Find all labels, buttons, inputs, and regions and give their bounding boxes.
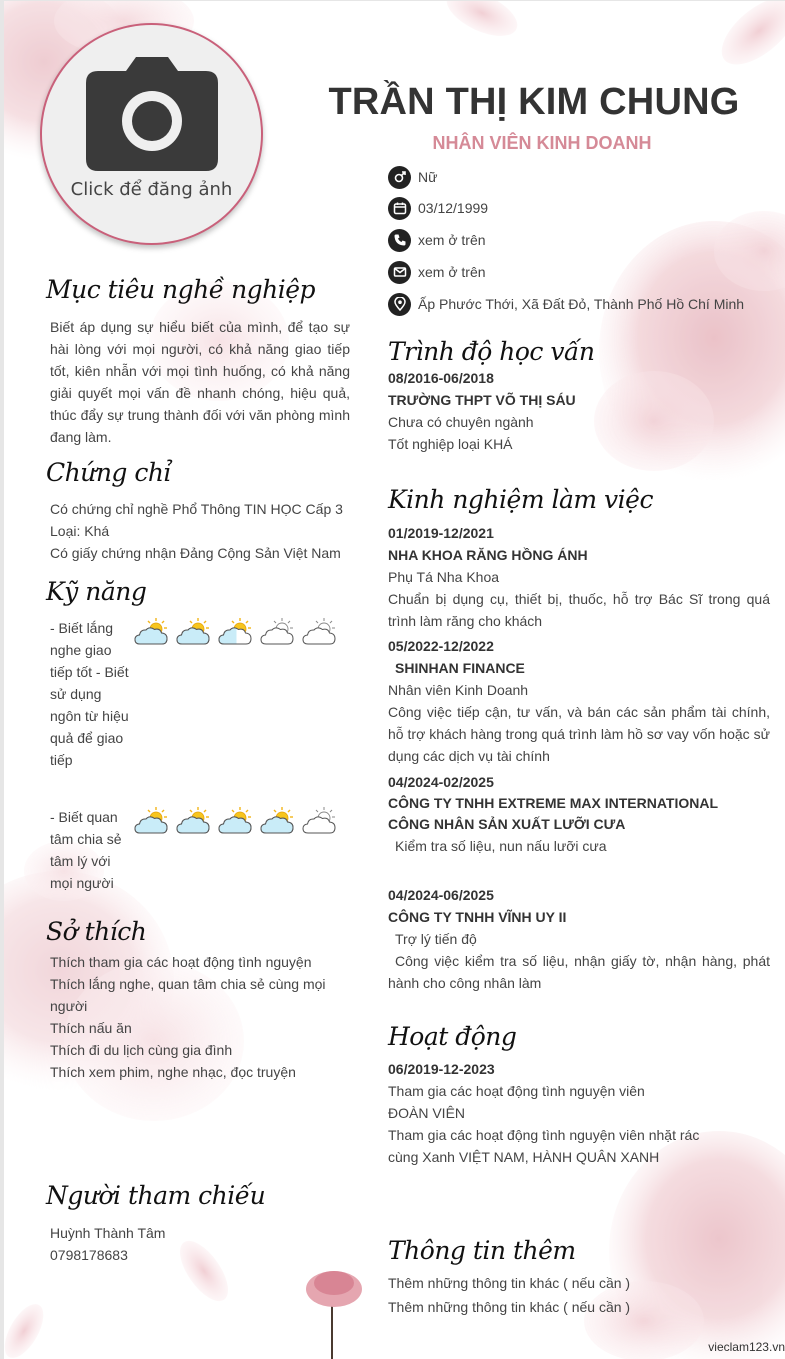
sunny-rating-icon bbox=[176, 617, 213, 647]
calendar-icon bbox=[388, 197, 411, 220]
skill-rating bbox=[134, 806, 344, 894]
certificates-list bbox=[50, 498, 360, 564]
objective-text: Biết áp dụng sự hiểu biết của mình, để tạo sự hài lòng với mọi người, có khả năng giao tiếp tốt, kiên nhẫn với mọi tình huống, có khả năng giải quyết mọi vấn đề nhanh chóng, hiệu quả, thúc đẩy sự trung thành đối với văn phòng mình đang làm. bbox=[50, 319, 350, 445]
phone-icon bbox=[388, 229, 411, 252]
job-company: NHA KHOA RĂNG HỒNG ÁNH bbox=[388, 547, 588, 563]
avatar-upload[interactable] bbox=[40, 23, 263, 245]
experience-heading: Kinh nghiệm làm việc bbox=[388, 485, 653, 514]
skill-item bbox=[50, 806, 344, 894]
certificate-line: Có chứng chỉ nghề Phổ Thông TIN HỌC Cấp 3 bbox=[50, 501, 343, 517]
skill-rating bbox=[134, 617, 344, 771]
job-company: CÔNG TY TNHH EXTREME MAX INTERNATIONAL bbox=[388, 795, 719, 811]
activity-line: Tham gia các hoạt động tình nguyện viên bbox=[388, 1083, 645, 1099]
skill-label: - Biết lắng nghe giao tiếp tốt - Biết sử dụng ngôn từ hiệu quả để giao tiếp bbox=[50, 620, 129, 768]
footer-brand: vieclam123.vn bbox=[708, 1340, 785, 1354]
hobby-line: Thích lắng nghe, quan tâm chia sẻ cùng mọi người bbox=[50, 976, 326, 1014]
job-company: CÔNG TY TNHH VĨNH UY II bbox=[388, 909, 567, 925]
cloud-rating-icon bbox=[260, 617, 297, 647]
gender-icon bbox=[388, 166, 411, 189]
hobby-line: Thích tham gia các hoạt động tình nguyện bbox=[50, 954, 312, 970]
hobby-line: Thích xem phim, nghe nhạc, đọc truyện bbox=[50, 1064, 296, 1080]
candidate-position: NHÂN VIÊN KINH DOANH bbox=[432, 133, 652, 153]
hobby-line: Thích đi du lịch cùng gia đình bbox=[50, 1042, 233, 1058]
camera-icon bbox=[86, 57, 218, 171]
hobby-line: Thích nấu ăn bbox=[50, 1020, 132, 1036]
mail-icon bbox=[388, 261, 411, 284]
cloud-rating-icon bbox=[302, 617, 339, 647]
contact-dob bbox=[388, 196, 488, 220]
job-role: Trợ lý tiến độ bbox=[395, 931, 477, 947]
references-block bbox=[50, 1222, 165, 1266]
activity-line: ĐOÀN VIÊN bbox=[388, 1105, 466, 1121]
candidate-name: TRẦN THỊ KIM CHUNG bbox=[328, 81, 740, 123]
job-description: Công việc tiếp cận, tư vấn, và bán các sản phẩm tài chính, hỗ trợ khách hàng trong quá trình làm hồ sơ vay vốn hoặc sử dụng các dịch vụ tài chính bbox=[388, 704, 770, 764]
job-item bbox=[388, 771, 770, 857]
location-pin-icon bbox=[388, 293, 411, 316]
job-company: SHINHAN FINANCE bbox=[395, 660, 525, 676]
sunny-rating-icon bbox=[260, 806, 297, 836]
hobbies-heading: Sở thích bbox=[46, 917, 147, 946]
education-school: TRƯỜNG THPT VÕ THỊ SÁU bbox=[388, 392, 576, 408]
education-period: 08/2016-06/2018 bbox=[388, 370, 494, 386]
avatar-upload-label: Click để đăng ảnh bbox=[70, 179, 233, 200]
gender-value: Nữ bbox=[418, 169, 438, 185]
job-period: 05/2022-12/2022 bbox=[388, 638, 494, 654]
contact-phone bbox=[388, 228, 486, 252]
job-description: Chuẩn bị dụng cụ, thiết bị, thuốc, hỗ trợ Bác Sĩ trong quá trình làm răng cho khách bbox=[388, 591, 770, 629]
extra-heading: Thông tin thêm bbox=[388, 1236, 576, 1265]
skill-label: - Biết quan tâm chia sẻ tâm lý với mọi người bbox=[50, 809, 122, 891]
reference-phone: 0798178683 bbox=[50, 1247, 128, 1263]
job-item bbox=[388, 522, 770, 632]
job-item bbox=[388, 635, 770, 767]
activity-line: cùng Xanh VIỆT NAM, HÀNH QUÂN XANH bbox=[388, 1149, 660, 1165]
skill-item bbox=[50, 617, 344, 771]
references-heading: Người tham chiếu bbox=[46, 1181, 266, 1210]
job-role: Phụ Tá Nha Khoa bbox=[388, 569, 500, 585]
job-description: Kiểm tra số liệu, nun nấu lưỡi cưa bbox=[395, 838, 607, 854]
skills-heading: Kỹ năng bbox=[46, 577, 147, 606]
contact-email bbox=[388, 260, 486, 284]
activity-line: Tham gia các hoạt động tình nguyện viên nhặt rác bbox=[388, 1127, 700, 1143]
job-role: CÔNG NHÂN SẢN XUẤT LƯỠI CƯA bbox=[388, 816, 626, 832]
extra-line: Thêm những thông tin khác ( nếu cần ) bbox=[388, 1299, 631, 1315]
sunny-rating-icon bbox=[218, 806, 255, 836]
sunny-rating-icon bbox=[218, 617, 255, 647]
activities-block bbox=[388, 1058, 770, 1168]
activities-heading: Hoạt động bbox=[388, 1022, 517, 1051]
contact-gender bbox=[388, 165, 437, 189]
job-period: 04/2024-06/2025 bbox=[388, 887, 494, 903]
dob-value: 03/12/1999 bbox=[418, 200, 489, 216]
hobbies-list bbox=[50, 951, 350, 1083]
objective-heading: Mục tiêu nghề nghiệp bbox=[46, 275, 316, 304]
education-block bbox=[388, 367, 770, 455]
certificate-line: Loại: Khá bbox=[50, 523, 110, 539]
job-item bbox=[388, 884, 770, 994]
education-result: Tốt nghiệp loại KHÁ bbox=[388, 436, 513, 452]
phone-value: xem ở trên bbox=[418, 232, 486, 248]
education-heading: Trình độ học vấn bbox=[388, 337, 595, 366]
certificate-line: Có giấy chứng nhận Đảng Cộng Sản Việt Nam bbox=[50, 545, 341, 561]
address-value: Ấp Phước Thới, Xã Đất Đỏ, Thành Phố Hồ Chí Minh bbox=[418, 296, 745, 312]
reference-name: Huỳnh Thành Tâm bbox=[50, 1225, 166, 1241]
sunny-rating-icon bbox=[134, 806, 171, 836]
sunny-rating-icon bbox=[134, 617, 171, 647]
contact-address bbox=[388, 292, 744, 316]
job-description: Công việc kiểm tra số liệu, nhận giấy tờ, nhận hàng, phát hành cho công nhân làm bbox=[388, 953, 770, 991]
extra-line: Thêm những thông tin khác ( nếu cần ) bbox=[388, 1275, 631, 1291]
email-value: xem ở trên bbox=[418, 264, 486, 280]
extra-block bbox=[388, 1271, 770, 1319]
job-role: Nhân viên Kinh Doanh bbox=[388, 682, 529, 698]
education-major: Chưa có chuyên ngành bbox=[388, 414, 534, 430]
sunny-rating-icon bbox=[176, 806, 213, 836]
job-period: 04/2024-02/2025 bbox=[388, 774, 494, 790]
certificates-heading: Chứng chỉ bbox=[46, 458, 171, 487]
activity-period: 06/2019-12-2023 bbox=[388, 1061, 495, 1077]
cloud-rating-icon bbox=[302, 806, 339, 836]
job-period: 01/2019-12/2021 bbox=[388, 525, 494, 541]
